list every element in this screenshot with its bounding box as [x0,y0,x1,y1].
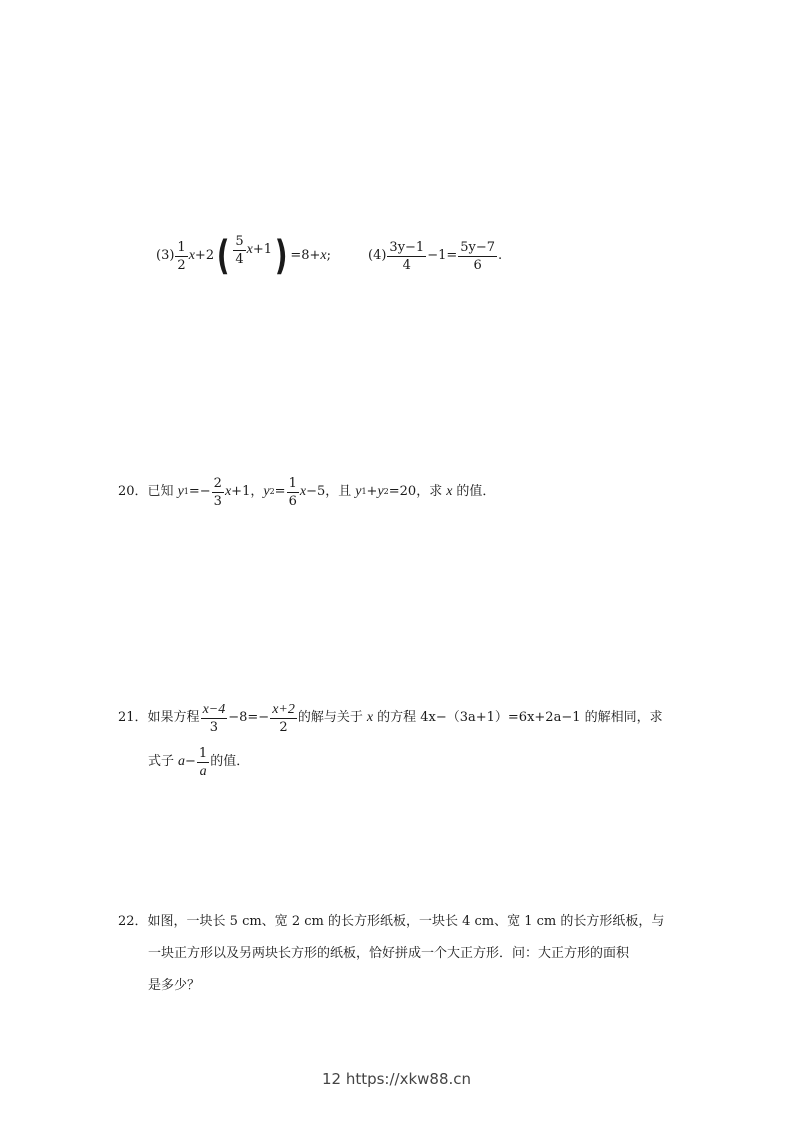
page-footer [0,1070,793,1088]
problem-number: 20． [118,484,148,499]
fraction: $\frac{1}{6}$ [288,475,297,509]
fraction: $\frac{3y-1}{4}$ [389,239,425,273]
fraction: $\frac{5y-7}{6}$ [460,239,496,273]
fraction: $\frac{5}{4}$ [235,233,244,267]
left-paren: ( [216,233,230,279]
page-number: 12 [321,1070,342,1088]
fraction: $\frac{1}{2}$ [177,239,186,273]
problem-22-line-2: 一块正方形以及另两块长方形的纸板，恰好拼成一个大正方形．问：大正方形的面积 [148,946,630,961]
problem-21-line-2: 式子 a − $\frac{1}{a}$ 的值． [148,745,250,779]
problem-label: (3) [156,248,175,263]
fraction: $\frac{2}{3}$ [213,475,222,509]
problem-19-4: (4) $\frac{3y-1}{4}$ −1= $\frac{5y-7}{6}$ . [368,239,503,273]
fraction: $\frac{x-4}{3}$ [202,701,226,735]
problem-number: 21． [118,710,148,725]
paren-content: $\frac{5}{4}$ x +1 [235,233,273,267]
fraction: $\frac{1}{a}$ [198,745,208,779]
problem-20: 20． 已知 y 1 =− $\frac{2}{3}$ x +1， y 2 = $\frac{1}{6}$ x −5，且 y 1 + y 2 =20，求 x 的值． [118,475,496,509]
fraction: $\frac{x+2}{2}$ [272,701,295,735]
problem-22-line-3: 是多少？ [148,978,201,993]
footer-url: https://xkw88.cn [345,1070,472,1088]
problem-22-line-1: 22．如图，一块长 5 cm、宽 2 cm 的长方形纸板，一块长 4 cm、宽 1 cm 的长方形纸板，与 [118,914,665,929]
right-paren: ) [274,233,288,279]
problem-21: 21． 如果方程 $\frac{x-4}{3}$ −8=− $\frac{x+2}{2}$ 的解与关于 x 的方程 4x−（3a+1）=6x+2a−1 的解相同，求 [118,701,663,735]
problem-label: (4) [368,248,387,263]
problem-19-3: (3) $\frac{1}{2}$ x +2 ( $\frac{5}{4}$ x +1 ) =8+ x ; [156,233,331,279]
